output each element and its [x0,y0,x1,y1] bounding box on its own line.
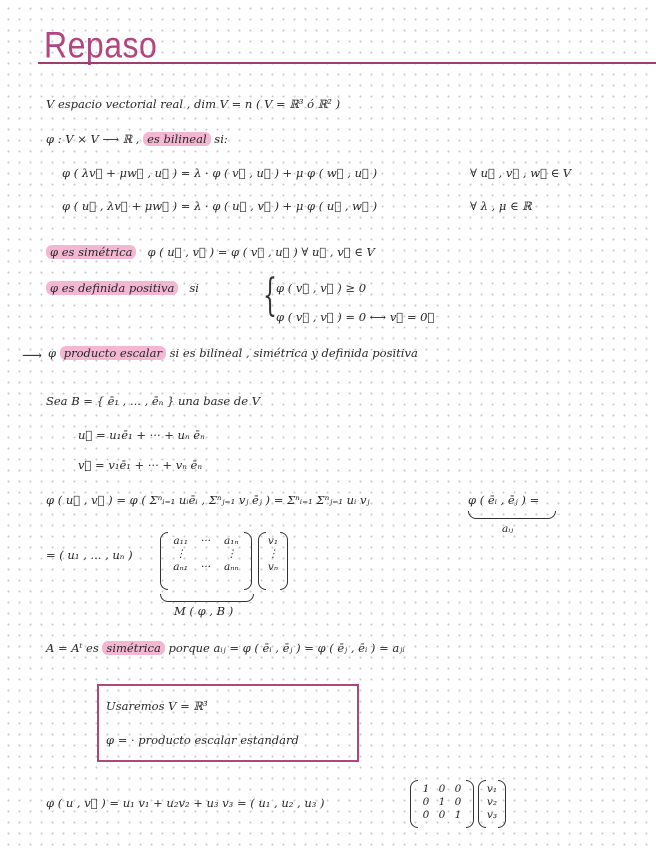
column-vector-v3-cell: v₂ [486,796,498,808]
column-vector-v-cell: ⋮ [267,548,279,560]
general-matrix-cell [193,548,218,561]
identity-matrix-cell: 0 [422,809,430,821]
box-line-2: φ = · producto escalar estandard [106,733,299,747]
positive-condition-2: φ ( v⃗ , v⃗ ) = 0 ⟷ v⃗ = 0⃗ [276,310,435,324]
general-matrix-cell: ⋮ [175,548,186,560]
highlight-producto-escalar: producto escalar [60,346,166,360]
identity-matrix-cell: 0 [438,783,446,795]
highlight-simetrica-2: simétrica [102,641,164,655]
general-matrix-cell: aₙₙ [223,561,239,573]
scalar-product-definition [48,346,418,360]
left-brace: { [263,270,277,321]
box-line-1: Usaremos V = ℝ³ [106,699,208,713]
identity-matrix-cell: 0 [454,796,462,808]
identity-matrix-cell: 0 [454,783,462,795]
symmetric-reason: porque aᵢⱼ = φ ( ēᵢ , ēⱼ ) = φ ( ēⱼ , ēᵢ ) = aⱼᵢ [168,641,405,655]
highlight-simetrica: φ es simétrica [46,245,136,259]
bilinear-first-arg: φ ( λv⃗ + μw⃗ , u⃗ ) = λ · φ ( v⃗ , u⃗ ) + μ φ ( w⃗ , u⃗ ) [62,166,378,180]
standard-product-box [97,684,359,762]
positive-condition-1: φ ( v⃗ , v⃗ ) ≥ 0 [276,281,367,295]
page-title: Repaso [44,24,158,66]
bilinear-intro [46,132,228,146]
a-equals-at: A = Aᵗ es [46,641,99,655]
highlight-definida-positiva: φ es definida positiva [46,281,178,295]
general-matrix-cell: ⋮ [226,548,237,560]
symmetric-matrix-statement [46,641,405,655]
column-vector-v3-cell: v₁ [486,783,498,795]
arrow-icon: ⟶ [22,348,43,364]
identity-matrix [410,780,474,828]
general-matrix-cell: a₁ₙ [223,535,239,547]
column-vector-v3-cell: v₃ [486,809,498,821]
positive-definite-label [46,281,199,295]
title-underline [38,62,656,64]
phi-basis-term: φ ( ēᵢ , ēⱼ ) = [468,493,540,507]
v-expansion: v⃗ = v₁ē₁ + ··· + vₙ ēₙ [78,458,203,472]
column-vector-v-cell: vₙ [267,561,279,573]
si-text-2: si [189,281,199,295]
standard-product-formula: φ ( u , v⃗ ) = u₁ v₁ + u₂v₂ + u₃ v₃ = ( u₁ , u₂ , u₃ ) [46,796,325,810]
identity-matrix-cell: 1 [454,809,462,821]
row-vector: = ( u₁ , ... , uₙ ) [46,548,133,562]
quantifier-vectors: ∀ u⃗ , v⃗ , w⃗ ∈ V [470,166,572,180]
matrix-label: M ( φ , B ) [174,604,234,618]
si-text: si: [214,132,228,146]
phi-symbol: φ [48,346,57,360]
column-vector-v3 [478,780,506,828]
identity-matrix-cell: 0 [438,809,446,821]
map-definition: φ : V × V ⟶ ℝ , [46,132,140,146]
u-expansion: u⃗ = u₁ē₁ + ··· + uₙ ēₙ [78,428,205,442]
general-matrix-cell: ··· [200,535,211,547]
column-vector-v-cell: v₁ [267,535,279,547]
symmetric-formula: φ ( u⃗ , v⃗ ) = φ ( v⃗ , u⃗ ) ∀ u⃗ , v⃗ ∈ V [147,245,375,259]
highlight-bilineal: es bilineal [143,132,211,146]
bilinear-expansion: φ ( u⃗ , v⃗ ) = φ ( Σⁿᵢ₌₁ uᵢēᵢ , Σⁿⱼ₌₁ vⱼ ēⱼ ) = Σⁿᵢ₌₁ Σⁿⱼ₌₁ uᵢ vⱼ [46,493,370,507]
quantifier-scalars: ∀ λ , μ ∈ ℝ [470,199,532,213]
basis-definition: Sea B = { ē₁ , ... , ēₙ } una base de V [46,394,261,408]
underbrace-aij [468,511,556,519]
identity-matrix-cell: 1 [422,783,430,795]
general-matrix [160,532,252,590]
definition-vector-space: V espacio vectorial real , dim V = n ( V = ℝ³ ó ℝ² ) [46,97,341,111]
general-matrix-cell: a₁₁ [173,535,188,547]
aij-label: aᵢⱼ [502,523,514,535]
symmetric-definition [46,245,375,259]
identity-matrix-cell: 0 [422,796,430,808]
column-vector-v [258,532,288,590]
underbrace-matrix [160,594,254,602]
bilinear-second-arg: φ ( u⃗ , λv⃗ + μw⃗ ) = λ · φ ( u⃗ , v⃗ ) + μ φ ( u⃗ , w⃗ ) [62,199,378,213]
identity-matrix-cell: 1 [438,796,446,808]
general-matrix-cell: ··· [200,561,211,573]
general-matrix-cell: aₙ₁ [173,561,189,573]
scalar-product-conditions: si es bilineal , simétrica y definida positiva [169,346,418,360]
